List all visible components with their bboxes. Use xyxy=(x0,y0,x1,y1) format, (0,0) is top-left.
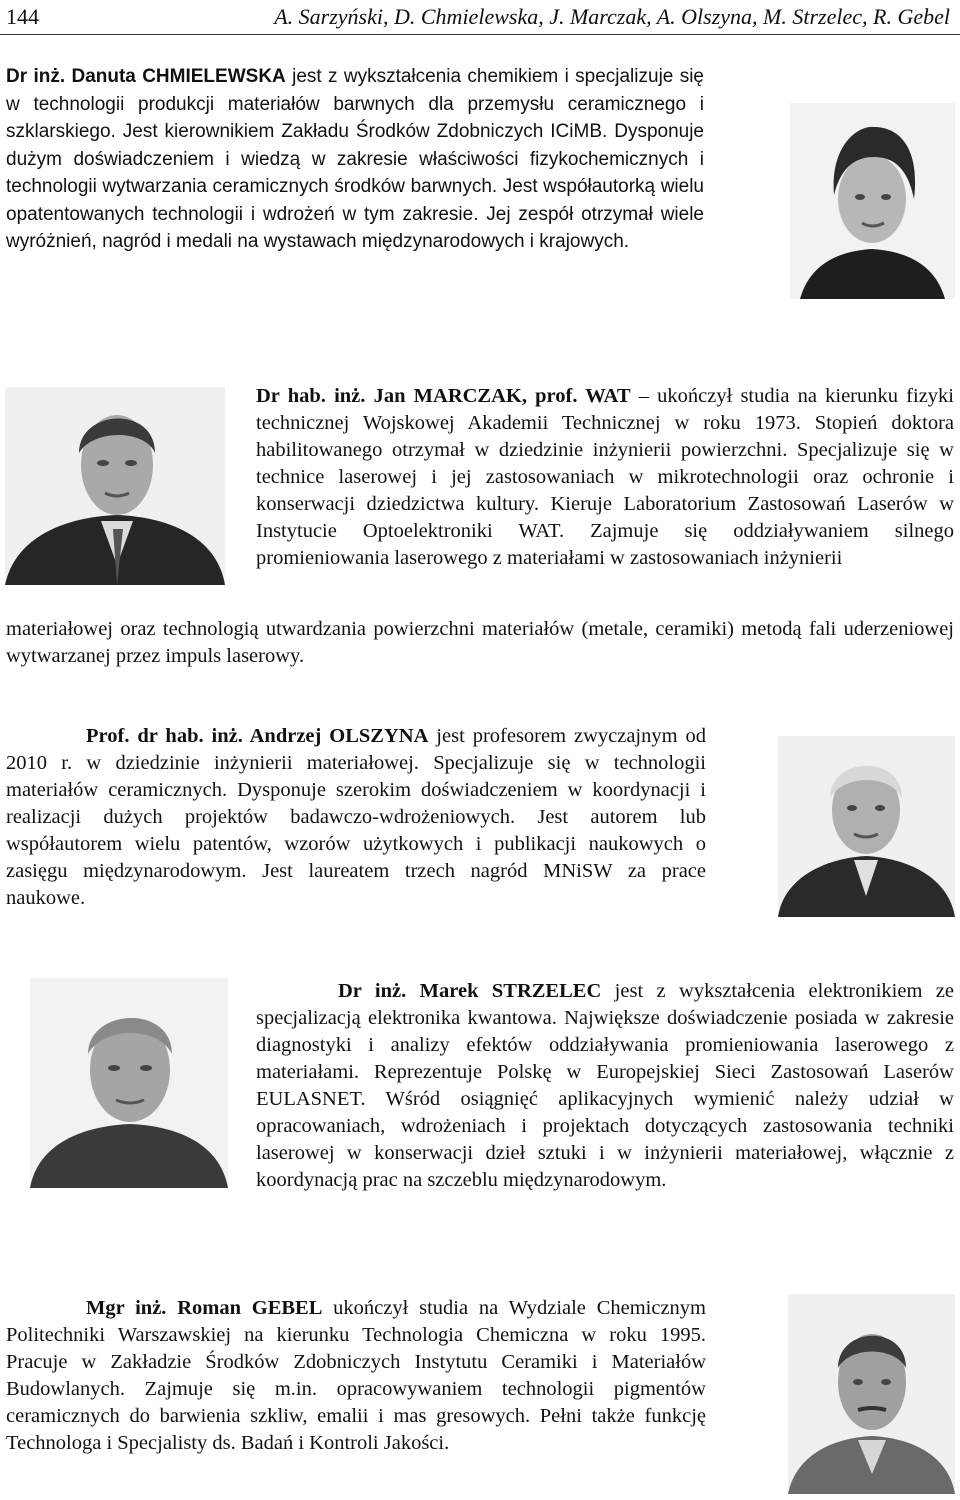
bio-chmielewska xyxy=(6,63,704,256)
portrait-marczak xyxy=(5,387,225,585)
bio-strzelec xyxy=(256,978,954,1194)
portrait-chmielewska xyxy=(790,103,955,299)
running-head-authors: A. Sarzyński, D. Chmielewska, J. Marczak, A. Olszyna, M. Strzelec, R. Gebel xyxy=(274,4,950,29)
bio-name: Dr hab. inż. Jan MARCZAK, prof. WAT xyxy=(256,385,631,407)
bio-name: Dr inż. Danuta CHMIELEWSKA xyxy=(6,66,286,87)
bio-olszyna xyxy=(6,723,706,912)
bio-text: ukończył studia na Wydziale Chemicznym Politechniki Warszawskiej na kierunku Technologia Chemiczna w roku 1995. Pracuje w Zakładzie Środków Zdobniczych Instytutu Ceramiki i Materiałów Budowlanych. Zajmuje się m.in. opracowywaniem technologii pigmentów ceramicznych do barwienia szkliw, emalii i mas gresowych. Pełni także funkcję Technologa i Specjalisty ds. Badań i Kontroli Jakości. xyxy=(6,1297,706,1454)
bio-text: jest profesorem zwyczajnym od 2010 r. w dziedzinie inżynierii materiałowej. Specjalizuje się w technologii materiałów ceramicznych. Dysponuje szerokim doświadczeniem w koordynacji i realizacji dużych projektów badawczo-wdrożeniowych. Jest autorem lub współautorem wielu patentów, wzorów użytkowych i publikacji naukowych o zasięgu międzynarodowym. Jest laureatem trzech nagród MNiSW za prace naukowe. xyxy=(6,725,706,909)
bio-text: jest z wykształcenia chemikiem i specjalizuje się w technologii produkcji materiałów barwnych dla przemysłu ceramicznego i szklarskiego. Jest kierownikiem Zakładu Środków Zdobniczych ICiMB. Dysponuje dużym doświadczeniem i wiedzą w zakresie właściwości fizykochemicznych i technologii wytwarzania ceramicznych środków barwnych. Jest współautorką wielu opatentowanych technologii i wdrożeń w tym zakresie. Jej zespół otrzymał wiele wyróżnień, nagród i medali na wystawach międzynarodowych i krajowych. xyxy=(6,66,704,252)
bio-name: Mgr inż. Roman GEBEL xyxy=(86,1297,323,1319)
bio-text: jest z wykształcenia elektronikiem ze specjalizacją elektronika kwantowa. Największe doświadczenie posiada w zakresie diagnostyki i analizy efektów oddziaływania promieniowania laserowego z materiałami. Reprezentuje Polskę w Europejskiej Sieci Zastosowań Laserów EULASNET. Wśród osiągnięć aplikacyjnych wymienić należy udział w opracowaniach, wdrożeniach i projektach dotyczących zastosowania techniki laserowej w konserwacji dzieł sztuki i w inżynierii materiałowej, włącznie z koordynacją prac na szczeblu międzynarodowym. xyxy=(256,980,954,1191)
portrait-gebel xyxy=(788,1294,955,1494)
bio-name: Prof. dr hab. inż. Andrzej OLSZYNA xyxy=(86,725,429,747)
bio-marczak-part1 xyxy=(256,383,954,572)
bio-name: Dr inż. Marek STRZELEC xyxy=(338,980,602,1002)
bio-text: – ukończył studia na kierunku fizyki technicznej Wojskowej Akademii Technicznej w roku 1973. Stopień doktora habilitowanego otrzymał w dziedzinie inżynierii powierzchni. Specjalizuje się w technice laserowej i jej zastosowaniach w mikrotechnologii oraz ochronie i konserwacji dziedzictwa kultury. Kieruje Laboratorium Zastosowań Laserów w Instytucie Optoelektroniki WAT. Zajmuje się oddziaływaniem silnego promieniowania laserowego z materiałami w zastosowaniach inżynierii xyxy=(256,385,954,569)
portrait-olszyna xyxy=(778,736,955,917)
page-number: 144 xyxy=(6,4,39,29)
portrait-strzelec xyxy=(30,978,228,1188)
bio-text: materiałowej oraz technologią utwardzania powierzchni materiałów (metale, ceramiki) metodą fali uderzeniowej wytwarzanej przez impuls laserowy. xyxy=(6,618,954,667)
bio-gebel xyxy=(6,1295,706,1457)
bio-marczak-part2 xyxy=(6,616,954,670)
running-header xyxy=(0,0,960,35)
